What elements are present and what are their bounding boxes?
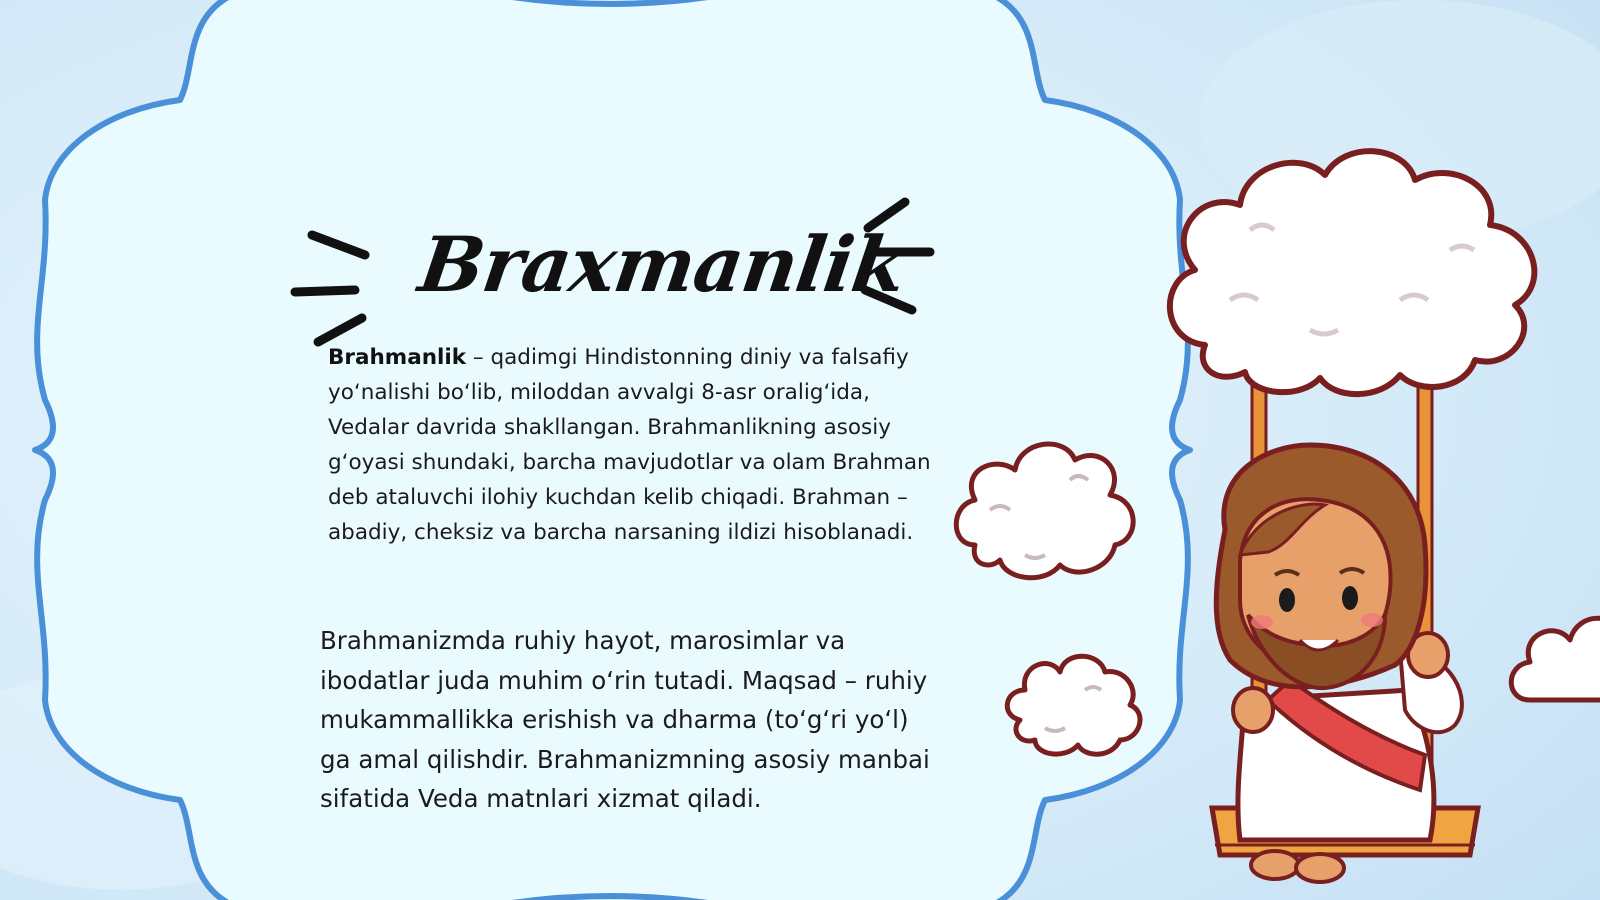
paragraph-1-text: – qadimgi Hindistonning diniy va falsafiy yo‘nalishi bo‘lib, miloddan avvalgi 8-asr oralig‘ida, Vedalar davrida shakllangan. Brahmanlikning asosiy g‘oyasi shundaki, barcha mavjudotlar va olam Brahman deb ataluvchi ilohiy kuchdan kelib chiqadi. Brahman – abadiy, cheksiz va barcha narsaning ildizi hisoblanadi. — [328, 345, 931, 545]
paragraph-brahmanlik-definition — [328, 340, 948, 550]
paragraph-brahmanizm-practice: Brahmanizmda ruhiy hayot, marosimlar va ibodatlar juda muhim o‘rin tutadi. Maqsad – ruhiy mukammallikka erishish va dharma (to‘g‘ri yo‘l) ga amal qilishdir. Brahmanizmning asosiy manbai sifatida Veda matnlari xizmat qiladi. — [320, 626, 930, 813]
term-brahmanlik: Brahmanlik — [328, 345, 467, 370]
slide-title: Braxmanlik — [413, 220, 911, 309]
